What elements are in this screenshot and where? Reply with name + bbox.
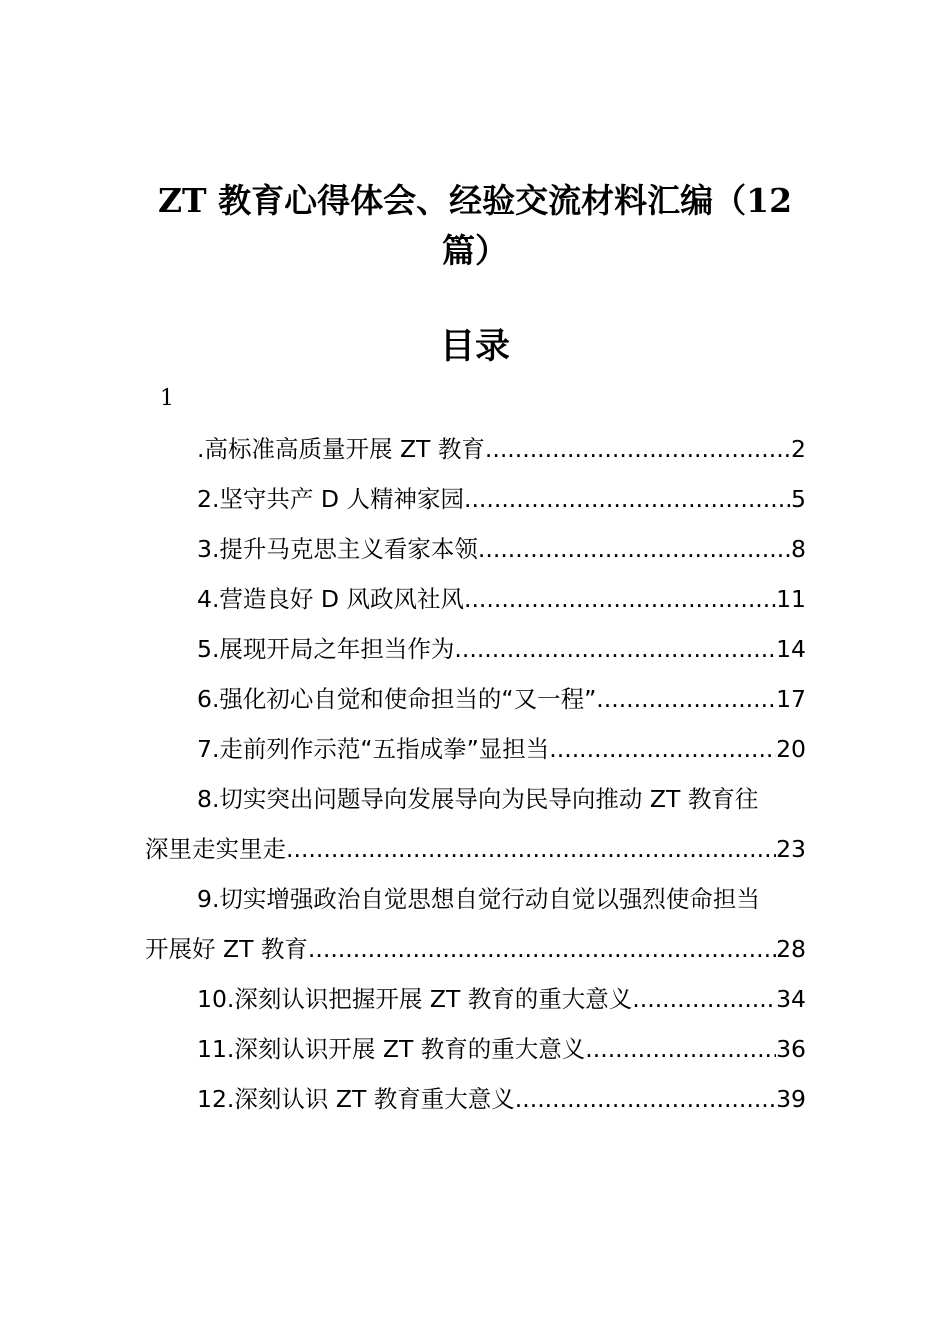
toc-entry-5[interactable]: [145, 624, 806, 674]
toc-entry-continuation: [145, 824, 806, 874]
toc-entry-page: 20: [776, 735, 806, 763]
toc-entry-page: 8: [791, 535, 806, 563]
toc-entry-title: 2.坚守共产 D 人精神家园: [197, 485, 464, 513]
dot-leader: [596, 674, 776, 724]
toc-entry-11[interactable]: [145, 1024, 806, 1074]
table-of-contents: [145, 424, 806, 1124]
dot-leader: [478, 524, 791, 574]
toc-entry-continuation: [145, 924, 806, 974]
stray-number: 1: [160, 386, 174, 411]
dot-leader: [485, 424, 791, 474]
toc-entry-12[interactable]: [145, 1074, 806, 1124]
dot-leader: [464, 474, 791, 524]
toc-entry-title-line2: 深里走实里走: [145, 835, 286, 863]
toc-entry-9[interactable]: [145, 874, 806, 974]
toc-entry-title: 3.提升马克思主义看家本领: [197, 535, 478, 563]
toc-entry-page: 17: [776, 685, 806, 713]
dot-leader: [585, 1024, 776, 1074]
document-title: [140, 176, 810, 276]
toc-entry-title: 7.走前列作示范“五指成拳”显担当: [197, 735, 550, 763]
toc-entry-7[interactable]: [145, 724, 806, 774]
toc-entry-page: 23: [776, 835, 806, 863]
toc-entry-title-line1: 8.切实突出问题导向发展导向为民导向推动 ZT 教育往: [197, 785, 759, 813]
toc-entry-10[interactable]: [145, 974, 806, 1024]
dot-leader: [632, 974, 776, 1024]
document-title-line1: ZT 教育心得体会、经验交流材料汇编（12: [157, 181, 793, 220]
dot-leader: [515, 1074, 776, 1124]
toc-entry-title-line1: 9.切实增强政治自觉思想自觉行动自觉以强烈使命担当: [197, 885, 760, 913]
toc-entry-page: 34: [776, 985, 806, 1013]
toc-entry-4[interactable]: [145, 574, 806, 624]
dot-leader: [286, 824, 776, 874]
toc-entry-title: 6.强化初心自觉和使命担当的“又一程”: [197, 685, 597, 713]
toc-entry-page: 11: [776, 585, 806, 613]
dot-leader: [549, 724, 776, 774]
toc-entry-title: 4.营造良好 D 风政风社风: [197, 585, 464, 613]
toc-entry-page: 39: [776, 1085, 806, 1113]
toc-entry-1[interactable]: [145, 424, 806, 474]
toc-entry-title: .高标准高质量开展 ZT 教育: [197, 435, 485, 463]
dot-leader: [464, 574, 776, 624]
toc-entry-title: 12.深刻认识 ZT 教育重大意义: [197, 1085, 515, 1113]
toc-entry-title-line2: 开展好 ZT 教育: [145, 935, 308, 963]
dot-leader: [454, 624, 776, 674]
toc-entry-title: 5.展现开局之年担当作为: [197, 635, 455, 663]
toc-entry-page: 5: [791, 485, 806, 513]
toc-entry-page: 36: [776, 1035, 806, 1063]
toc-entry-title: 10.深刻认识把握开展 ZT 教育的重大意义: [197, 985, 633, 1013]
toc-entry-8[interactable]: [145, 774, 806, 874]
toc-entry-page: 28: [776, 935, 806, 963]
toc-entry-2[interactable]: [145, 474, 806, 524]
toc-entry-page: 2: [791, 435, 806, 463]
toc-heading: 目录: [439, 326, 510, 367]
document-title-line2: 篇）: [442, 231, 508, 270]
toc-entry-title: 11.深刻认识开展 ZT 教育的重大意义: [197, 1035, 586, 1063]
toc-entry-3[interactable]: [145, 524, 806, 574]
toc-entry-6[interactable]: [145, 674, 806, 724]
dot-leader: [308, 924, 776, 974]
toc-entry-page: 14: [776, 635, 806, 663]
